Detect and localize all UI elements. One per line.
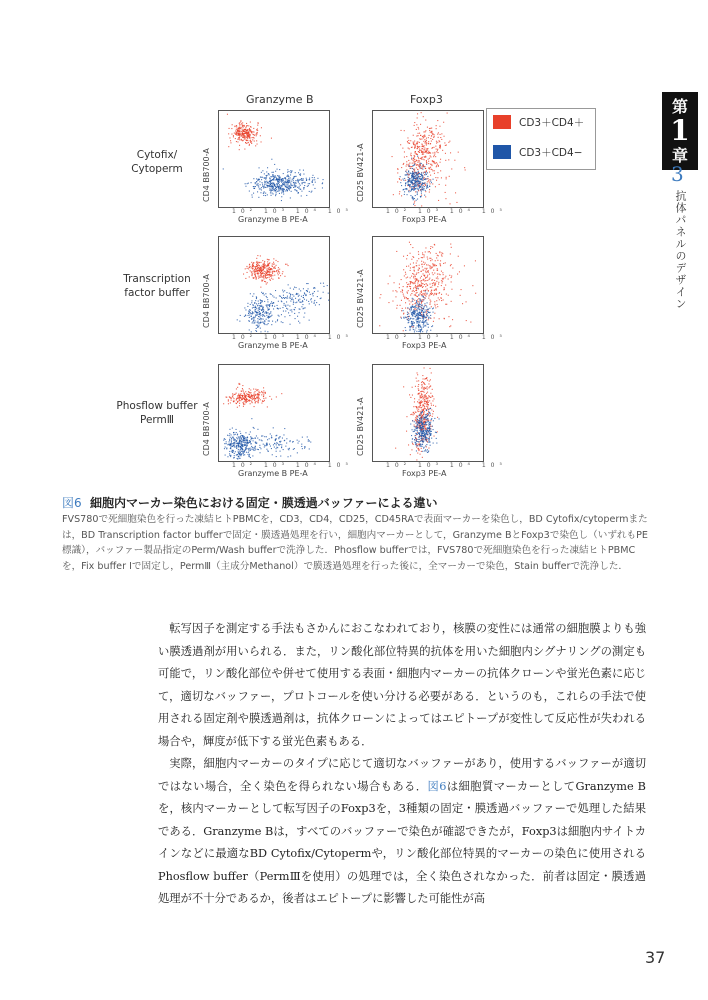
row-label-phosflow: Phosflow buffer PermⅢ — [116, 400, 198, 426]
scatter-dots — [219, 111, 329, 207]
legend-swatch-blue — [493, 145, 511, 159]
scatter-dots — [373, 365, 483, 461]
foxp3-plot-row-3 — [372, 364, 484, 462]
y-axis-label: CD4 BB700-A — [202, 274, 211, 328]
x-axis-label: Foxp3 PE-A — [402, 469, 447, 478]
col-title-granzyme: Granzyme B — [246, 93, 314, 106]
x-axis-label: Foxp3 PE-A — [402, 341, 447, 350]
granzyme-plot-row-1 — [218, 110, 330, 208]
figure-caption-body: FVS780で死細胞染色を行った凍結ヒトPBMCを，CD3，CD4，CD25，CD45RAで表面マーカーを染色し，BD Cytofix/cytopermまたは，BD Transcription factor bufferで固定・膜透過処理を行い，細胞内マーカーとして，Granzyme BとFoxp3で染色し（いずれもPE標識），バッファー製品指定のPerm/Wash bufferで洗浄した．Phosflow bufferでは，FVS780で死細胞染色を行った凍結ヒトPBMCを，Fix buffer Ⅰで固定し，PermⅢ（主成分Methanol）で膜透過処理を行った後に，全マーカーで染色，Stain bufferで洗浄した． — [62, 514, 648, 572]
x-tick-labels: 10² 10³ 10⁴ 10⁵ — [386, 334, 507, 341]
legend — [486, 108, 596, 170]
x-tick-labels: 10² 10³ 10⁴ 10⁵ — [386, 462, 507, 469]
figure-reference-link[interactable]: 図6 — [427, 779, 447, 793]
scatter-dots — [219, 365, 329, 461]
legend-item-cd4pos: CD3＋CD4＋ — [493, 112, 595, 132]
figure-number: 図6 — [62, 496, 82, 510]
x-tick-labels: 10² 10³ 10⁴ 10⁵ — [232, 334, 353, 341]
section-title: 抗体パネルのデザイン — [674, 190, 687, 310]
paragraph-1: 転写因子を測定する手法もさかんにおこなわれており，核膜の変性には通常の細胞膜よりも強い膜透過剤が用いられる．また，リン酸化部位特異的抗体を用いた細胞内シグナリングの測定も可能で，リン酸化部位や併せて使用する表面・細胞内マーカーの抗体クローンや蛍光色素に応じて，適切なバッファー，プロトコールを使い分ける必要がある．というのも，これらの手法で使用される固定剤や膜透過剤は，抗体クローンによってはエピトープが変性して反応性が失われる場合や，輝度が低下する蛍光色素もある． — [158, 622, 646, 748]
page-number: 37 — [645, 948, 666, 967]
x-axis-label: Granzyme B PE-A — [238, 341, 308, 350]
y-axis-label: CD4 BB700-A — [202, 148, 211, 202]
scatter-dots — [219, 237, 329, 333]
x-tick-labels: 10² 10³ 10⁴ 10⁵ — [232, 462, 353, 469]
row-label-transcription: Transcription factor buffer — [123, 273, 191, 299]
scatter-dots — [373, 111, 483, 207]
x-axis-label: Foxp3 PE-A — [402, 215, 447, 224]
foxp3-plot-row-2 — [372, 236, 484, 334]
x-tick-labels: 10² 10³ 10⁴ 10⁵ — [386, 208, 507, 215]
x-axis-label: Granzyme B PE-A — [238, 215, 308, 224]
granzyme-plot-row-3 — [218, 364, 330, 462]
y-axis-label: CD25 BV421-A — [356, 143, 365, 202]
y-axis-label: CD25 BV421-A — [356, 397, 365, 456]
x-axis-label: Granzyme B PE-A — [238, 469, 308, 478]
foxp3-plot-row-1 — [372, 110, 484, 208]
body-text — [158, 618, 646, 911]
section-number: 3 — [671, 162, 684, 186]
legend-item-cd4neg: CD3＋CD4− — [493, 142, 595, 162]
x-tick-labels: 10² 10³ 10⁴ 10⁵ — [232, 208, 353, 215]
y-axis-label: CD25 BV421-A — [356, 269, 365, 328]
row-label-cytofix: Cytofix/ Cytoperm — [131, 149, 183, 175]
figure-caption-title: 図6 細胞内マーカー染色における固定・膜透過バッファーによる違い — [62, 496, 438, 510]
y-axis-label: CD4 BB700-A — [202, 402, 211, 456]
legend-swatch-red — [493, 115, 511, 129]
scatter-dots — [373, 237, 483, 333]
chapter-tab: 第 1 章 — [662, 92, 698, 170]
paragraph-2: 実際，細胞内マーカーのタイプに応じて適切なバッファーがあり，使用するバッファーが適切ではない場合，全く染色を得られない場合もある．図6は細胞質マーカーとしてGranzyme Bを，核内マーカーとして転写因子のFoxp3を，3種類の固定・膜透過バッファーで処理した結果である．Granzyme Bは，すべてのバッファーで染色が確認できたが，Foxp3は細胞内サイトカインなどに最適なBD Cytofix/Cytopermや，リン酸化部位特異的マーカーの染色に使用されるPhosflow buffer（PermⅢを使用）の処理では，全く染色されなかった．前者は固定・膜透過処理が不十分であるか，後者はエピトープに影響した可能性が高 — [158, 757, 646, 905]
granzyme-plot-row-2 — [218, 236, 330, 334]
col-title-foxp3: Foxp3 — [410, 93, 443, 106]
